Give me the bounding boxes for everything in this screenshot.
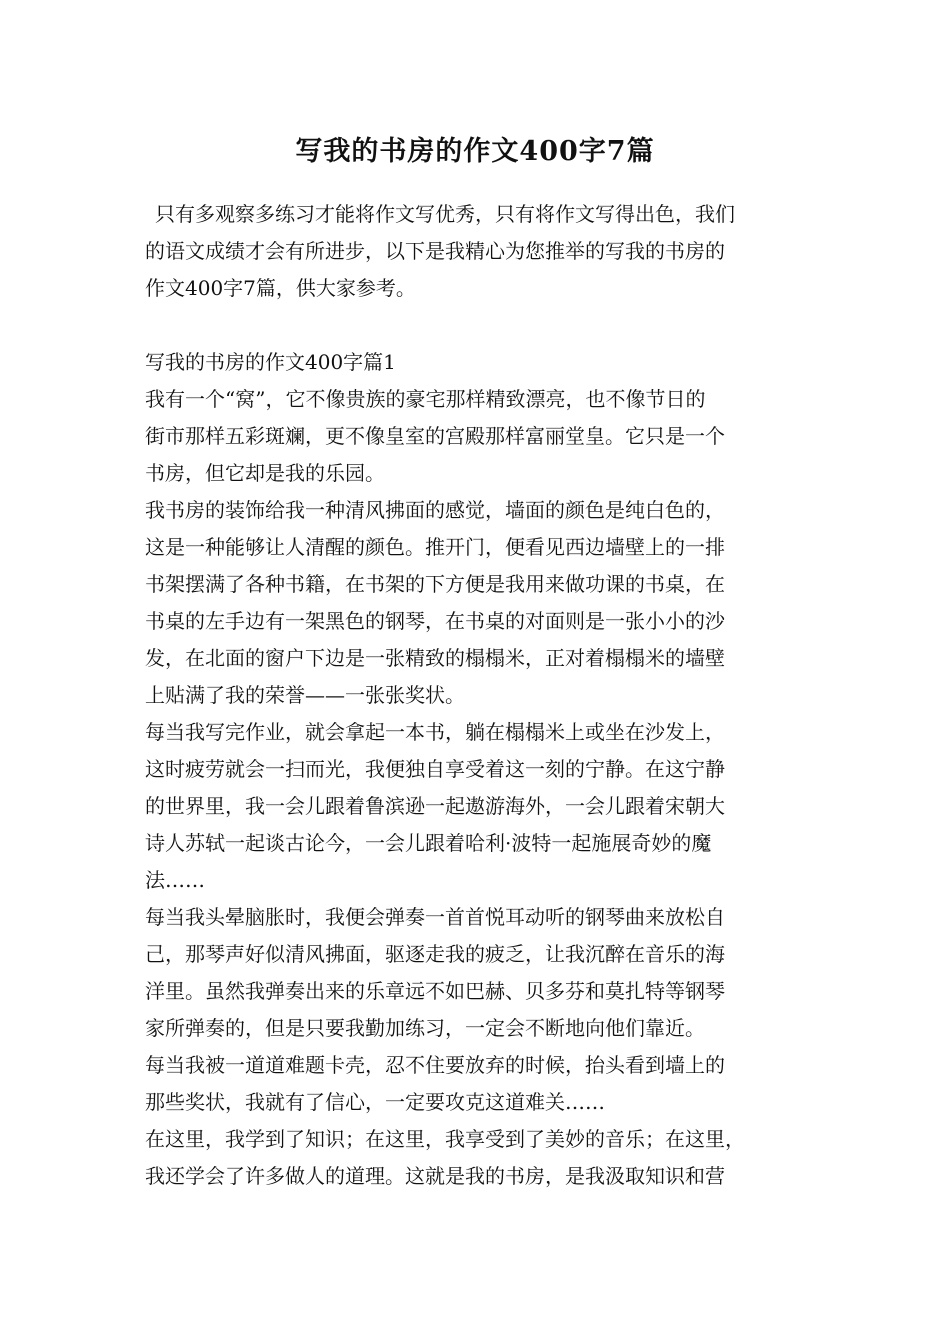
section-heading: 写我的书房的作文400字篇1 bbox=[145, 350, 396, 374]
body-line: 法…… bbox=[145, 868, 205, 892]
body-line: 我书房的装饰给我一种清风拂面的感觉，墙面的颜色是纯白色的， bbox=[145, 498, 725, 522]
body-line: 己，那琴声好似清风拂面，驱逐走我的疲乏，让我沉醉在音乐的海 bbox=[145, 942, 725, 966]
body-line: 诗人苏轼一起谈古论今，一会儿跟着哈利·波特一起施展奇妙的魔 bbox=[145, 831, 712, 855]
body-line: 每当我被一道道难题卡壳，忍不住要放弃的时候，抬头看到墙上的 bbox=[145, 1053, 725, 1077]
body-line: 街市那样五彩斑斓，更不像皇室的宫殿那样富丽堂皇。它只是一个 bbox=[145, 424, 725, 448]
paragraph-spacer bbox=[145, 307, 807, 344]
body-line: 洋里。虽然我弹奏出来的乐章远不如巴赫、贝多芬和莫扎特等钢琴 bbox=[145, 979, 725, 1003]
body-line: 书架摆满了各种书籍，在书架的下方便是我用来做功课的书桌，在 bbox=[145, 572, 725, 596]
intro-line: 的语文成绩才会有所进步，以下是我精心为您推举的写我的书房的 bbox=[145, 239, 725, 263]
page-title: 写我的书房的作文400字7篇 bbox=[295, 136, 655, 167]
body-line: 家所弹奏的，但是只要我勤加练习，一定会不断地向他们靠近。 bbox=[145, 1016, 705, 1040]
body-line: 这是一种能够让人清醒的颜色。推开门，便看见西边墙壁上的一排 bbox=[145, 535, 725, 559]
body-line: 这时疲劳就会一扫而光，我便独自享受着这一刻的宁静。在这宁静 bbox=[145, 757, 725, 781]
body-line: 发，在北面的窗户下边是一张精致的榻榻米，正对着榻榻米的墙壁 bbox=[145, 646, 725, 670]
body-line: 在这里，我学到了知识；在这里，我享受到了美妙的音乐；在这里， bbox=[145, 1127, 745, 1151]
body-line: 上贴满了我的荣誉——一张张奖状。 bbox=[145, 683, 465, 707]
body-line: 那些奖状，我就有了信心，一定要攻克这道难关…… bbox=[145, 1090, 605, 1114]
body-line: 书桌的左手边有一架黑色的钢琴，在书桌的对面则是一张小小的沙 bbox=[145, 609, 725, 633]
body-line: 书房，但它却是我的乐园。 bbox=[145, 461, 385, 485]
body-line: 我还学会了许多做人的道理。这就是我的书房，是我汲取知识和营 bbox=[145, 1164, 725, 1188]
body-line: 每当我写完作业，就会拿起一本书，躺在榻榻米上或坐在沙发上， bbox=[145, 720, 725, 744]
body-line: 我有一个“窝”，它不像贵族的豪宅那样精致漂亮，也不像节日的 bbox=[145, 387, 706, 411]
body-line: 的世界里，我一会儿跟着鲁滨逊一起遨游海外，一会儿跟着宋朝大 bbox=[145, 794, 725, 818]
body-line: 每当我头晕脑胀时，我便会弹奏一首首悦耳动听的钢琴曲来放松自 bbox=[145, 905, 725, 929]
intro-line: 只有多观察多练习才能将作文写优秀，只有将作文写得出色，我们 bbox=[155, 202, 735, 226]
document-body bbox=[145, 196, 807, 1195]
intro-line: 作文400字7篇，供大家参考。 bbox=[145, 276, 416, 300]
